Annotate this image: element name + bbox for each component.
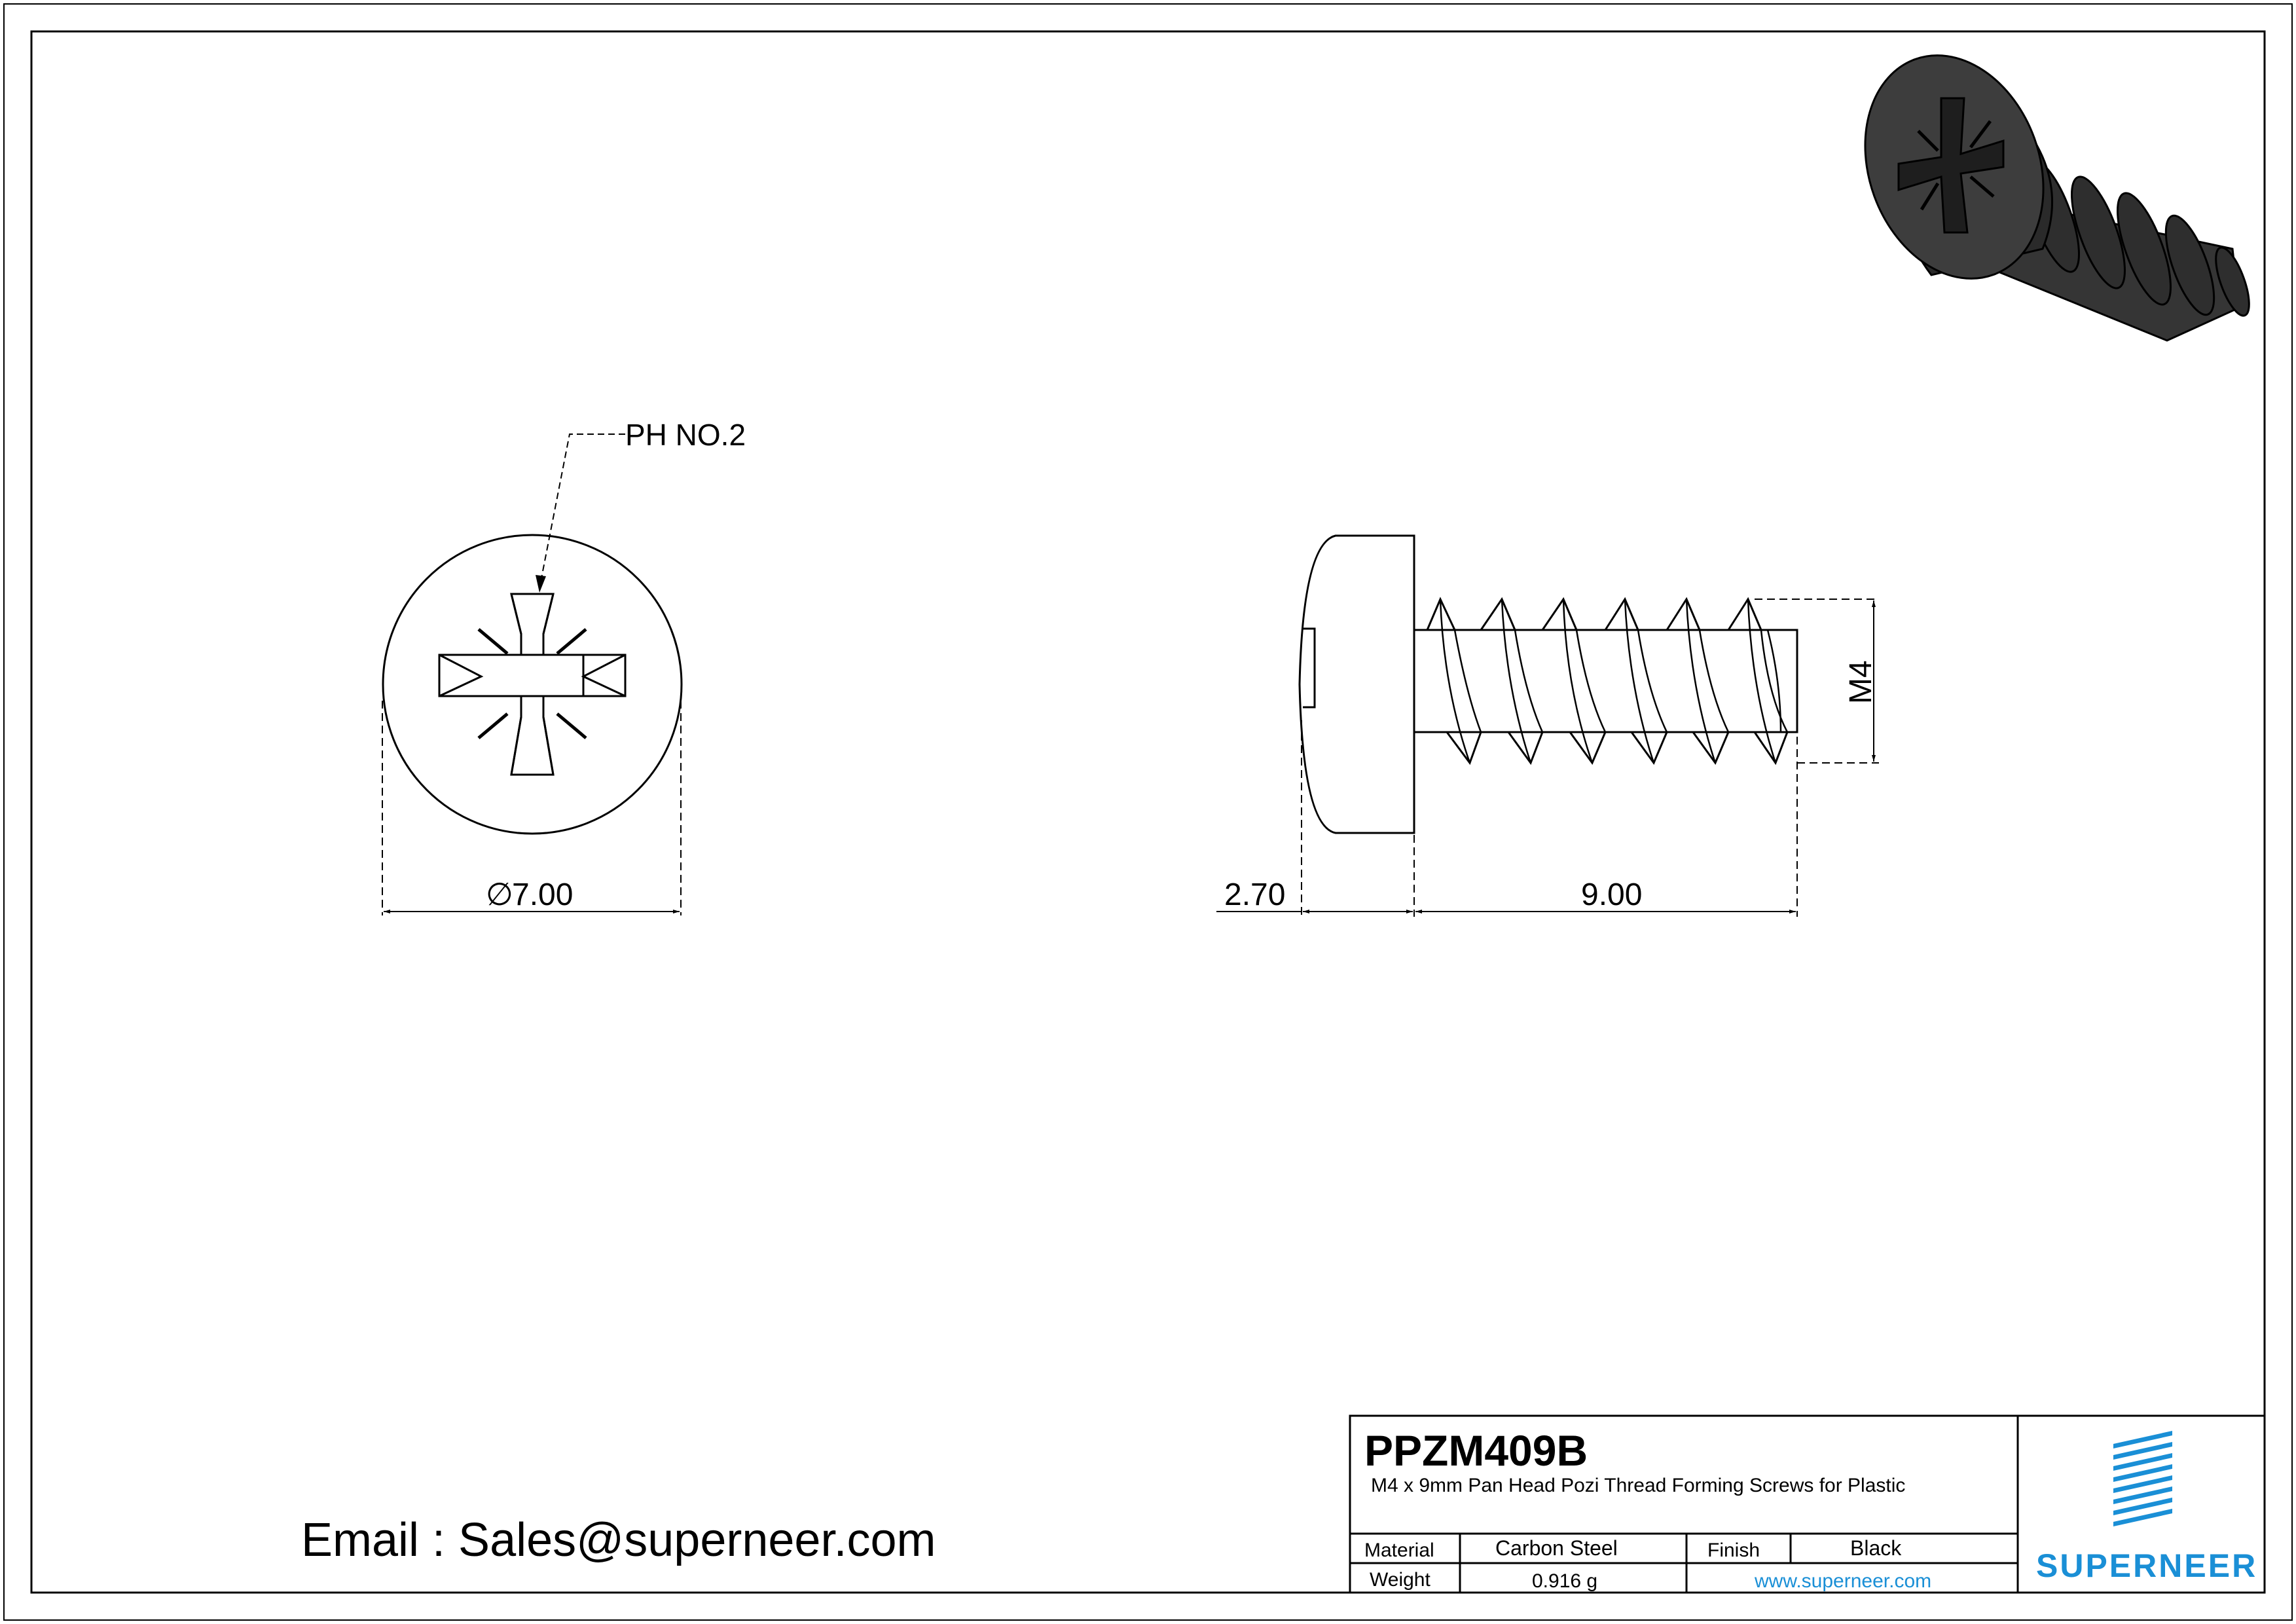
head-outline-circle <box>383 535 682 834</box>
head-slot-profile <box>1303 629 1315 707</box>
thread-helix-lines <box>1440 599 1787 763</box>
callout-leader <box>539 434 625 588</box>
material-value: Carbon Steel <box>1495 1536 1618 1560</box>
pozi-recess <box>439 594 583 775</box>
weight-label: Weight <box>1370 1569 1430 1591</box>
pozi-tick-marks <box>479 629 586 738</box>
finish-value: Black <box>1850 1536 1902 1560</box>
superneer-logo-icon <box>2113 1431 2172 1526</box>
length-extension-lines <box>1302 720 1797 917</box>
thread-profile <box>1427 599 1797 763</box>
diameter-symbol: ∅ <box>486 877 513 912</box>
pozi-horizontal-ends <box>481 655 625 696</box>
pan-head-outline <box>1300 536 1414 833</box>
length-value: 9.00 <box>1581 877 1643 912</box>
diameter-value: 7.00 <box>512 877 574 912</box>
part-number: PPZM409B <box>1364 1426 1588 1475</box>
website-link[interactable]: www.superneer.com <box>1755 1570 1932 1592</box>
weight-value: 0.916 g <box>1532 1570 1598 1592</box>
callout-label: PH NO.2 <box>625 418 746 452</box>
contact-email: Email : Sales@superneer.com <box>301 1514 936 1566</box>
material-label: Material <box>1364 1540 1434 1561</box>
side-view <box>1216 536 1879 917</box>
finish-label: Finish <box>1707 1540 1760 1561</box>
screw-3d-render <box>1835 30 2256 341</box>
pozi-inner-cross <box>439 594 625 775</box>
part-description: M4 x 9mm Pan Head Pozi Thread Forming Screws for Plastic <box>1371 1475 1906 1496</box>
head-height-value: 2.70 <box>1224 877 1286 912</box>
thread-size-label: M4 <box>1844 660 1878 704</box>
shank-outline <box>1414 630 1797 732</box>
front-view <box>382 434 682 915</box>
brand-name: SUPERNEER <box>2036 1547 2258 1584</box>
